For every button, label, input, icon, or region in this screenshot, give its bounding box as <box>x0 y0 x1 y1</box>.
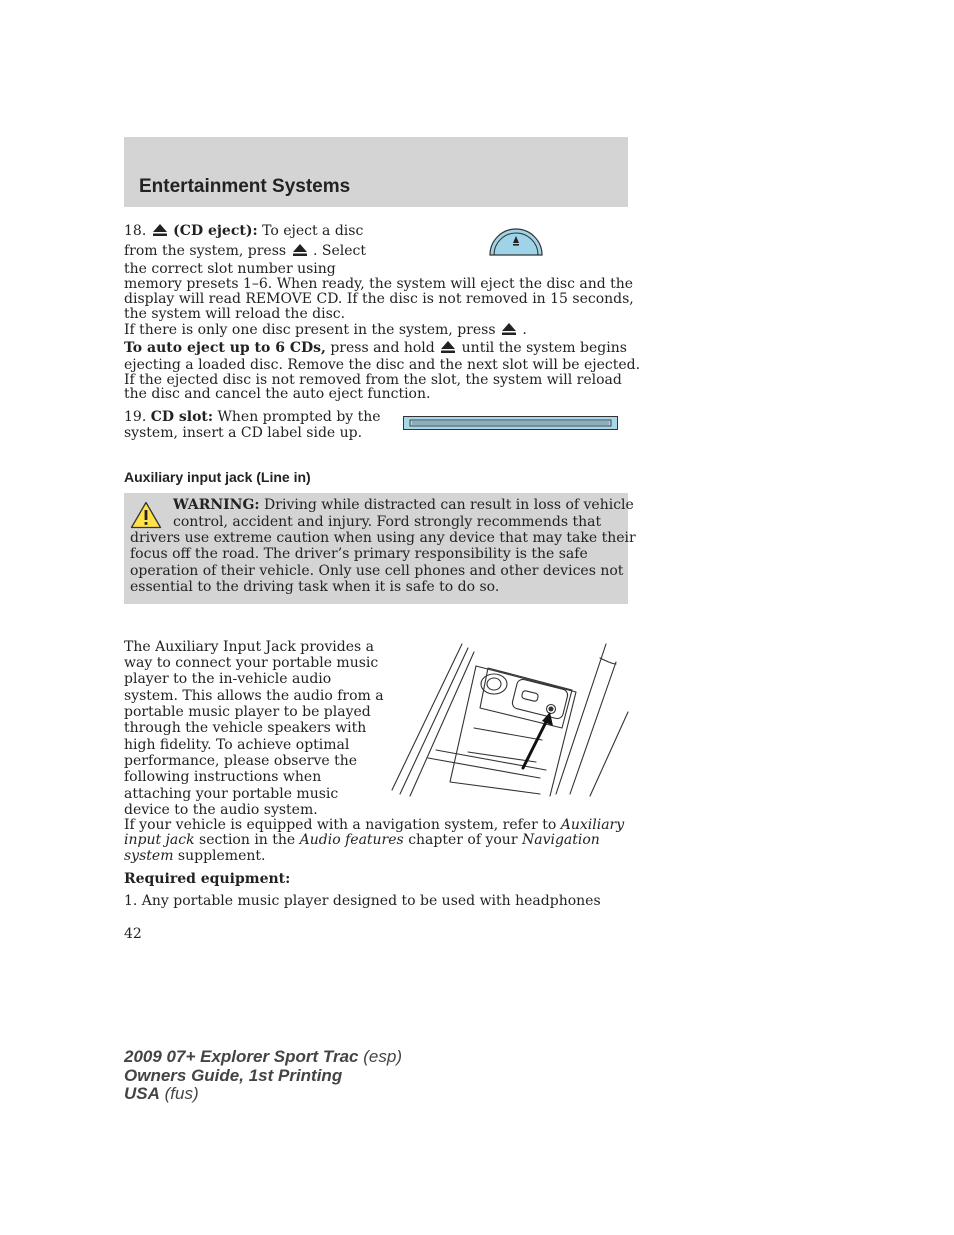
item19-number: 19. <box>124 409 147 425</box>
section-title: Entertainment Systems <box>139 176 351 197</box>
aux-body-line: portable music player to be played <box>124 704 371 720</box>
item18-line7 <box>124 322 527 338</box>
eject-button-illustration <box>488 227 544 257</box>
nav-ref-italic: Navigation <box>521 832 600 848</box>
auto-eject-line1 <box>124 340 627 356</box>
footer-market: USA <box>124 1084 160 1103</box>
nav-ref-line1 <box>124 817 624 833</box>
auto-eject-line4: the disc and cancel the auto eject function. <box>124 386 431 402</box>
aux-heading: Auxiliary input jack (Line in) <box>124 469 311 485</box>
aux-body-line: system. This allows the audio from a <box>124 688 384 704</box>
item18-line2 <box>124 243 366 259</box>
auto-eject-text: press and hold <box>330 340 435 356</box>
item18-text: To eject a disc <box>262 223 364 239</box>
warning-triangle-icon <box>130 501 162 529</box>
warning-line1 <box>173 497 634 513</box>
nav-ref-italic: Auxiliary <box>560 817 625 833</box>
item18-label: (CD eject): <box>173 223 258 239</box>
item19-line1 <box>124 409 381 425</box>
footer-line1 <box>124 1047 402 1066</box>
item18-line3: the correct slot number using <box>124 261 336 277</box>
aux-body-line: player to the in-vehicle audio <box>124 671 332 687</box>
warning-label: WARNING: <box>173 497 260 513</box>
required-item: 1. Any portable music player designed to be used with headphones <box>124 893 601 909</box>
aux-jack-console-illustration <box>390 642 630 798</box>
warning-text: Driving while distracted can result in loss of vehicle <box>264 497 634 513</box>
aux-body-line: way to connect your portable music <box>124 655 379 671</box>
aux-body-line: attaching your portable music <box>124 786 339 802</box>
warning-line5: operation of their vehicle. Only use cell phones and other devices not <box>130 563 624 579</box>
aux-body-line: following instructions when <box>124 769 322 785</box>
item18-text: from the system, press <box>124 243 287 259</box>
footer-model: 2009 07+ Explorer Sport Trac <box>124 1047 359 1066</box>
auto-eject-line2: ejecting a loaded disc. Remove the disc and the next slot will be ejected. <box>124 357 641 373</box>
aux-body-line: performance, please observe the <box>124 753 358 769</box>
footer-code: (fus) <box>164 1084 199 1103</box>
item18-line4: memory presets 1–6. When ready, the system will eject the disc and the <box>124 276 634 292</box>
auto-eject-line3: If the ejected disc is not removed from the slot, the system will reload <box>124 372 622 388</box>
item18-text: . <box>522 322 527 338</box>
nav-ref-text: supplement. <box>177 848 266 864</box>
item18-number: 18. <box>124 223 147 239</box>
required-heading-text: Required equipment: <box>124 871 291 887</box>
item18-line1 <box>124 223 363 239</box>
footer-printing: Owners Guide, 1st Printing <box>124 1066 343 1085</box>
aux-body-line: The Auxiliary Input Jack provides a <box>124 639 374 655</box>
item19-label: CD slot: <box>150 409 214 425</box>
eject-icon <box>502 323 516 335</box>
warning-line2: control, accident and injury. Ford strongly recommends that <box>173 514 602 530</box>
item18-line5: display will read REMOVE CD. If the disc is not removed in 15 seconds, <box>124 291 634 307</box>
warning-line6: essential to the driving task when it is safe to do so. <box>130 579 500 595</box>
aux-body-line: device to the audio system. <box>124 802 318 818</box>
footer-code: (esp) <box>363 1047 402 1066</box>
warning-line4: focus off the road. The driver’s primary responsibility is the safe <box>130 546 588 562</box>
nav-ref-italic: Audio features <box>299 832 404 848</box>
item19-line2: system, insert a CD label side up. <box>124 425 363 441</box>
item18-text: If there is only one disc present in the system, press <box>124 322 496 338</box>
eject-icon <box>153 224 167 236</box>
nav-ref-line3 <box>124 848 265 864</box>
footer-line3 <box>124 1084 199 1103</box>
nav-ref-italic: system <box>124 848 174 864</box>
footer-line2 <box>124 1066 342 1085</box>
eject-icon <box>293 244 307 256</box>
eject-icon <box>441 341 455 353</box>
nav-ref-line2 <box>124 832 600 848</box>
item18-line6: the system will reload the disc. <box>124 306 346 322</box>
nav-ref-text: If your vehicle is equipped with a navigation system, refer to <box>124 817 557 833</box>
auto-eject-label: To auto eject up to 6 CDs, <box>124 340 326 356</box>
nav-ref-italic: input jack <box>124 832 195 848</box>
item18-text: . Select <box>313 243 367 259</box>
item19-text: When prompted by the <box>217 409 381 425</box>
warning-line3: drivers use extreme caution when using any device that may take their <box>130 530 636 546</box>
page-number: 42 <box>124 926 142 942</box>
aux-body-line: high fidelity. To achieve optimal <box>124 737 350 753</box>
nav-ref-text: section in the <box>199 832 296 848</box>
aux-body-line: through the vehicle speakers with <box>124 720 367 736</box>
nav-ref-text: chapter of your <box>408 832 518 848</box>
required-heading <box>124 871 290 887</box>
auto-eject-text: until the system begins <box>461 340 627 356</box>
cd-slot-illustration <box>403 416 619 431</box>
